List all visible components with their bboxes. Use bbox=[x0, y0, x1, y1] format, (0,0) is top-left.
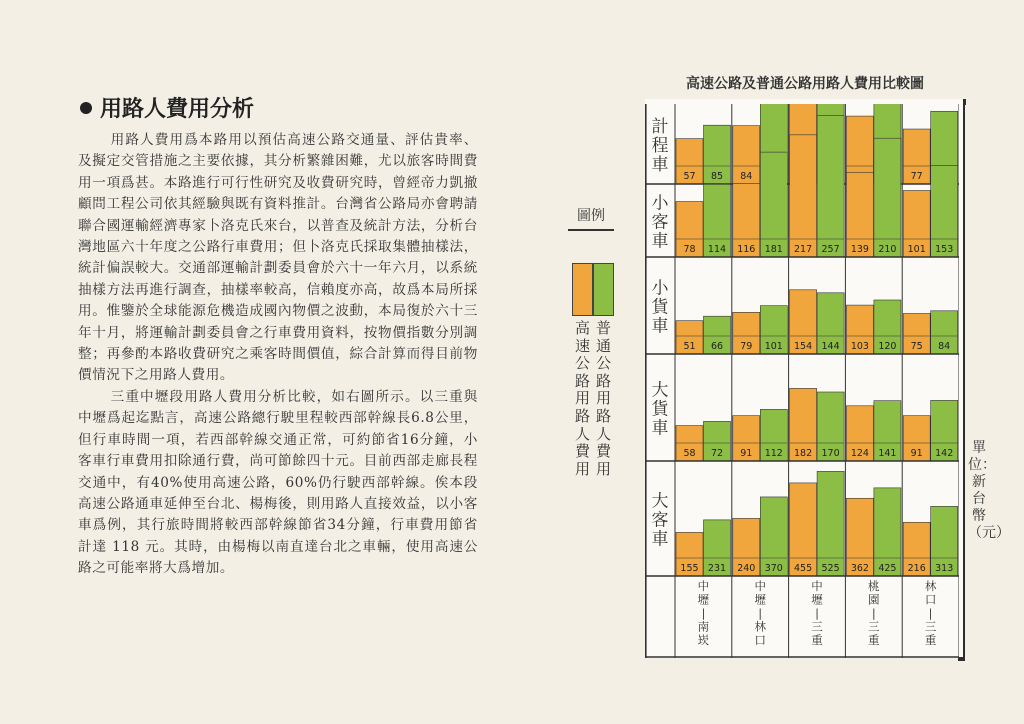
row-label-4: 大客車 bbox=[651, 491, 669, 550]
data-label: 84 bbox=[938, 341, 951, 352]
data-label: 216 bbox=[907, 563, 926, 574]
data-label: 141 bbox=[878, 448, 897, 459]
section-heading-text: 用路人費用分析 bbox=[100, 96, 255, 122]
article-paragraph: 三重中壢段用路人費用分析比較，如右圖所示。以三重與中壢爲起迄點言，高速公路總行駛里程較西部幹線長6.8公里，但行車時間一項，若西部幹線交通正常，可約節省16分鐘，小客車行車費用扣除通行費，尚可節餘四十元。目前西部走廊長程交通中，有40%使用高速公路，60%仍行駛西部幹線。俟本段高速公路通車延伸至台北、楊梅後，則用路人直接效益，以小客車爲例，其行旅時間將較西部幹線節省34分鐘，行車費用節省計達 118 元。其時，由楊梅以南直達台北之車輛，使用高速公路之可能率將大爲增加。 bbox=[78, 388, 478, 577]
data-label: 425 bbox=[878, 563, 897, 574]
bar-ordinary bbox=[817, 116, 844, 257]
data-label: 116 bbox=[737, 244, 756, 255]
article-paragraph: 用路人費用爲本路用以預估高速公路交通量、評估貴率、及擬定交管措施之主要依據，其分析繁雜困難，尤以旅客時間費用一項爲甚。本路進行可行性研究及收費研究時，曾經帝力凱撤顧問工程公司依其經驗與既有資料推計。台灣省公路局亦會聘請聯合國運輸經濟專家卜洛克氏來台，以普查及統計方法，分析台灣地區六十年度之公路行車費用；但卜洛克氏採取集體抽樣法，統計偏誤較大。交通部運輸計劃委員會於六十一年六月，以系統抽樣方法再進行調查，抽樣率較高，信賴度亦高，故爲本局所採用。惟鑒於全球能源危機造成國內物價之波動，本局復於六十三年十月，將運輸計劃委員會之行車費用資料，按物價指數分別調整；再參酌本路收費研究之乘客時間價值，綜合計算而得目前物價情況下之用路人費用。 bbox=[78, 132, 478, 384]
row-label-3: 大貨車 bbox=[651, 380, 669, 439]
route-label-3: 桃園|三重 bbox=[868, 579, 880, 647]
data-label: 181 bbox=[764, 244, 783, 255]
data-label: 84 bbox=[740, 171, 753, 182]
data-label: 103 bbox=[850, 341, 869, 352]
data-label: 362 bbox=[850, 563, 869, 574]
data-label: 101 bbox=[907, 244, 926, 255]
data-label: 124 bbox=[850, 448, 869, 459]
section-heading bbox=[80, 92, 254, 123]
legend-label-ordinary: 普通公路用路人費用 bbox=[595, 319, 611, 478]
data-label: 142 bbox=[935, 448, 954, 459]
data-label: 78 bbox=[683, 244, 696, 255]
bar-ordinary bbox=[817, 471, 844, 576]
data-label: 77 bbox=[910, 171, 923, 182]
chart-grid bbox=[645, 104, 959, 658]
data-label: 231 bbox=[707, 563, 727, 574]
route-label-0: 中壢|南崁 bbox=[697, 579, 710, 647]
chart-title: 高速公路及普通公路用路人費用比較圖 bbox=[686, 76, 924, 92]
legend-title: 圖例 bbox=[577, 208, 605, 224]
data-label: 72 bbox=[710, 448, 724, 459]
data-label: 153 bbox=[935, 244, 954, 255]
data-label: 182 bbox=[794, 448, 813, 459]
data-label: 85 bbox=[710, 171, 724, 182]
legend-swatch-ordinary bbox=[593, 263, 614, 316]
data-label: 370 bbox=[764, 563, 783, 574]
data-label: 112 bbox=[764, 448, 783, 459]
data-label: 170 bbox=[821, 448, 840, 459]
row-label-2: 小貨車 bbox=[651, 278, 669, 337]
data-label: 139 bbox=[850, 244, 869, 255]
legend-swatch-highway bbox=[572, 263, 593, 316]
row-label-0: 計程車 bbox=[651, 117, 669, 175]
data-label: 455 bbox=[794, 563, 813, 574]
row-label-1: 小客車 bbox=[651, 193, 669, 252]
data-label: 257 bbox=[821, 244, 840, 255]
bar-ordinary bbox=[760, 152, 787, 257]
route-label-2: 中壢|三重 bbox=[811, 579, 823, 647]
data-label: 154 bbox=[794, 341, 813, 352]
data-label: 525 bbox=[821, 563, 840, 574]
data-label: 114 bbox=[707, 244, 727, 255]
unit-label: 單位：新台幣（元） bbox=[968, 440, 1010, 541]
data-label: 217 bbox=[794, 244, 813, 255]
data-label: 58 bbox=[683, 448, 696, 459]
data-label: 210 bbox=[878, 244, 897, 255]
legend-divider bbox=[568, 229, 614, 231]
data-label: 101 bbox=[764, 341, 783, 352]
data-label: 240 bbox=[737, 563, 756, 574]
route-label-4: 林口|三重 bbox=[924, 579, 937, 647]
legend-label-highway: 高速公路用路人費用 bbox=[574, 319, 590, 478]
data-label: 155 bbox=[680, 563, 699, 574]
data-label: 144 bbox=[821, 341, 840, 352]
data-label: 120 bbox=[878, 341, 897, 352]
bar-highway bbox=[790, 135, 817, 257]
data-label: 57 bbox=[683, 171, 696, 182]
data-label: 75 bbox=[910, 341, 923, 352]
data-label: 51 bbox=[683, 341, 696, 352]
bullet-icon bbox=[80, 102, 92, 114]
data-label: 79 bbox=[740, 341, 753, 352]
data-label: 66 bbox=[710, 341, 724, 352]
route-label-1: 中壢|林口 bbox=[754, 579, 766, 647]
article-body bbox=[78, 130, 478, 580]
data-label: 313 bbox=[935, 563, 954, 574]
data-label: 91 bbox=[910, 448, 923, 459]
data-label: 91 bbox=[740, 448, 753, 459]
